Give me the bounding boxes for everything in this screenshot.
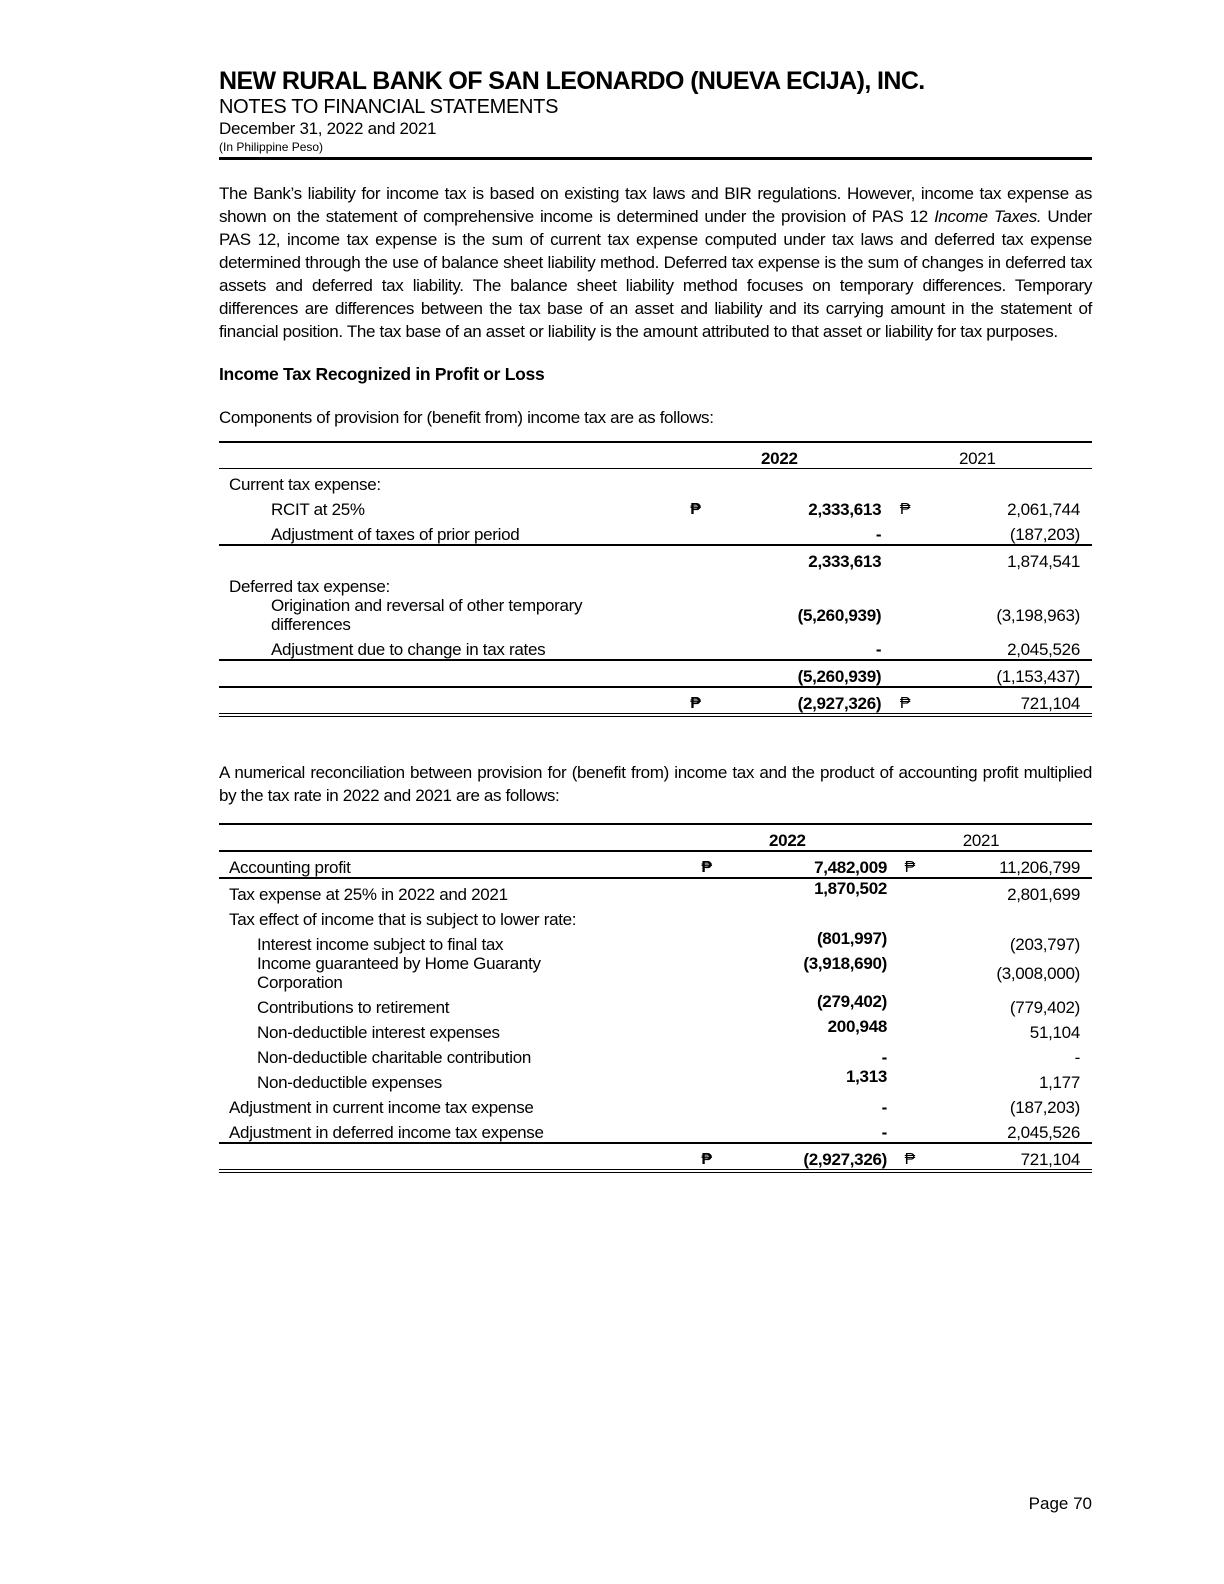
value-2021: (779,402) (1009, 998, 1080, 1017)
row-label: Origination and reversal of other temporary differences (271, 596, 583, 634)
row-label: Deferred tax expense: (229, 577, 390, 596)
value-2022: 2,333,613 (808, 552, 882, 571)
value-2021: 2,801,699 (1007, 885, 1080, 904)
document-page (219, 66, 1092, 1173)
value-2021: 11,206,799 (933, 851, 1092, 878)
table-row (219, 1017, 1092, 1042)
components-table (219, 441, 1092, 717)
row-label: Contributions to retirement (257, 998, 450, 1017)
value-2022: - (717, 634, 881, 660)
value-2022: (5,260,939) (717, 660, 881, 687)
row-label: RCIT at 25% (271, 500, 365, 519)
peso-sign: ₱ (887, 1143, 933, 1171)
value-2021: (3,008,000) (996, 963, 1080, 983)
total-row (219, 687, 1092, 715)
table-row (219, 878, 1092, 904)
value-2022: (801,997) (816, 929, 888, 948)
row-label: Adjustment due to change in tax rates (219, 634, 673, 660)
section-title: Income Tax Recognized in Profit or Loss (219, 364, 545, 384)
col-header-2022: 2022 (717, 442, 881, 469)
value-2022: (279,402) (816, 992, 888, 1011)
value-2022: 2,333,613 (808, 500, 882, 519)
value-2022: 1,870,502 (814, 879, 888, 898)
table-row (219, 904, 1092, 929)
value-2021: (3,198,963) (996, 605, 1080, 625)
row-label (219, 687, 673, 715)
total-2021: 721,104 (929, 687, 1092, 715)
value-2021: (187,203) (929, 519, 1092, 545)
page-number: Page 70 (1028, 1494, 1092, 1513)
row-label: Non-deductible expenses (257, 1073, 442, 1092)
row-label (219, 1143, 686, 1171)
table-row (219, 1067, 1092, 1092)
total-2022: (2,927,326) (728, 1143, 887, 1171)
intro-italic-text: Income Taxes. (934, 207, 1042, 226)
value-2021: 51,104 (1029, 1023, 1080, 1042)
value-2021: 1,874,541 (1007, 552, 1080, 571)
peso-sign: ₱ (881, 687, 929, 715)
row-label: Current tax expense: (219, 469, 673, 495)
value-2021: (187,203) (1009, 1098, 1080, 1117)
currency-unit-note: (In Philippine Peso) (219, 140, 324, 154)
total-row (219, 1143, 1092, 1171)
table-row (219, 851, 1092, 878)
value-2021: 2,045,526 (933, 1117, 1092, 1143)
total-2022: (2,927,326) (717, 687, 881, 715)
peso-sign: ₱ (686, 1143, 728, 1171)
value-2022: - (881, 1098, 888, 1117)
table-header-row (219, 824, 1092, 851)
table-row (219, 494, 1092, 519)
subtotal-row (219, 660, 1092, 687)
value-2022: - (881, 1048, 888, 1067)
intro-text-2: Under PAS 12, income tax expense is the sum of current tax expense computed under tax laws and deferred tax expense determined through the use of balance sheet liability method. Deferred tax expense is the sum of changes in deferred tax assets and deferred tax liability. The balance sheet liability method focuses on temporary differences. Temporary differences are differences between the tax base of an asset and liability and its carrying amount in the statement of financial position. The tax base of an asset or liability is the amount attributed to that asset or liability for tax purposes. (219, 207, 1092, 341)
row-label: Interest income subject to final tax (257, 935, 504, 954)
company-name: NEW RURAL BANK OF SAN LEONARDO (NUEVA ECIJA), INC. (219, 67, 925, 95)
table-row (219, 1042, 1092, 1067)
row-label (219, 660, 673, 687)
table-row (219, 929, 1092, 954)
table-row (219, 596, 1092, 634)
row-label: Income guaranteed by Home Guaranty Corporation (257, 954, 541, 992)
row-label: Adjustment in deferred income tax expense (219, 1117, 686, 1143)
table-header-row (219, 442, 1092, 469)
value-2022: 1,313 (845, 1067, 888, 1086)
row-label: Non-deductible charitable contribution (257, 1048, 531, 1067)
value-2022: (5,260,939) (797, 605, 882, 625)
table-row (219, 1117, 1092, 1143)
table-row (219, 1092, 1092, 1117)
value-2022: 7,482,009 (728, 851, 887, 878)
intro-paragraph (219, 182, 1092, 343)
value-2022: - (717, 519, 881, 545)
table-row (219, 954, 1092, 992)
row-label: Tax effect of income that is subject to lower rate: (229, 910, 577, 929)
table-row (219, 519, 1092, 545)
value-2021: 1,177 (1038, 1073, 1080, 1092)
value-2021: 2,045,526 (929, 634, 1092, 660)
value-2022: - (728, 1117, 887, 1143)
col-header-2021: 2021 (933, 824, 1092, 851)
row-label: Adjustment of taxes of prior period (219, 519, 673, 545)
table-row (219, 469, 1092, 495)
components-intro: Components of provision for (benefit from) income tax are as follows: (219, 408, 714, 427)
table-row (219, 992, 1092, 1017)
statement-date: December 31, 2022 and 2021 (219, 119, 437, 138)
table-row (219, 634, 1092, 660)
value-2022: 200,948 (827, 1017, 888, 1036)
row-label: Non-deductible interest expenses (257, 1023, 500, 1042)
value-2021: 2,061,744 (1007, 500, 1080, 519)
value-2021: (1,153,437) (929, 660, 1092, 687)
col-header-2022: 2022 (728, 824, 887, 851)
peso-sign: ₱ (899, 501, 911, 518)
row-label: Accounting profit (219, 851, 686, 878)
subtotal-row (219, 545, 1092, 571)
row-label (219, 545, 673, 571)
peso-sign: ₱ (887, 851, 933, 878)
header-divider (219, 157, 1092, 160)
row-label: Tax expense at 25% in 2022 and 2021 (229, 885, 508, 904)
peso-sign: ₱ (690, 501, 701, 518)
total-2021: 721,104 (933, 1143, 1092, 1171)
peso-sign: ₱ (686, 851, 728, 878)
value-2021: - (1074, 1048, 1080, 1067)
value-2022: (3,918,690) (803, 954, 888, 973)
table-row (219, 571, 1092, 596)
value-2021: (203,797) (1009, 935, 1080, 954)
reconciliation-intro: A numerical reconciliation between provision for (benefit from) income tax and the product of accounting profit multiplied by the tax rate in 2022 and 2021 are as follows: (219, 763, 1092, 805)
reconciliation-table (219, 823, 1092, 1173)
col-header-2021: 2021 (929, 442, 1092, 469)
row-label: Adjustment in current income tax expense (229, 1098, 534, 1117)
document-subtitle: NOTES TO FINANCIAL STATEMENTS (219, 96, 559, 118)
peso-sign: ₱ (673, 687, 717, 715)
intro-text-1: The Bank’s liability for income tax is based on existing tax laws and BIR regulations. However, income tax expense as shown on the statement of comprehensive income is determined under the provision of PAS 12 (219, 184, 1092, 226)
